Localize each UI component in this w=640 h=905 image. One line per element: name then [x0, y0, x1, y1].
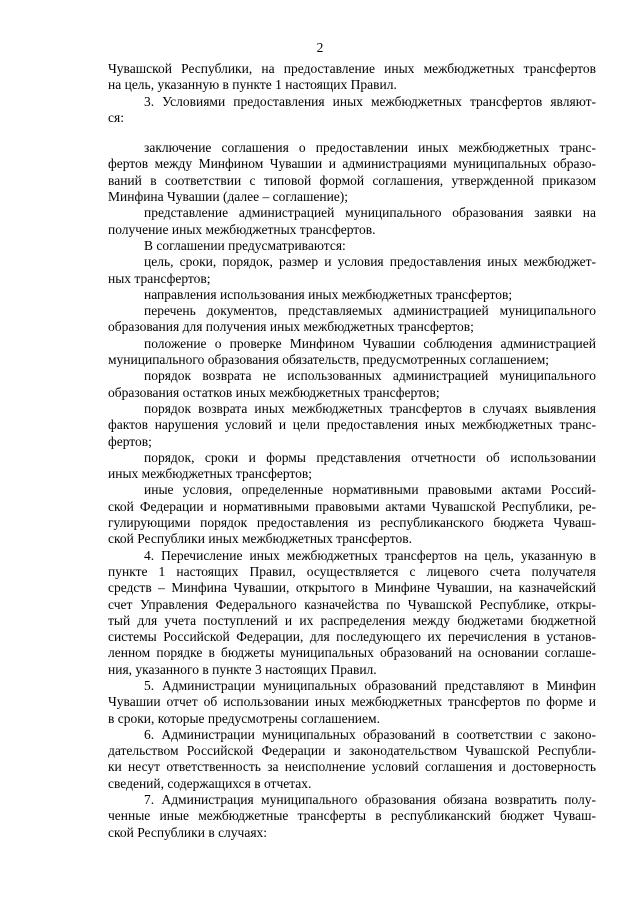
text-line: направления использования иных межбюджетных трансфертов; — [144, 286, 513, 302]
text-line: ской Федерации и нормативными правовыми актами Чувашской Республики, ре- — [108, 498, 596, 514]
page-number: 2 — [316, 40, 324, 55]
text-line: фертов; — [108, 433, 152, 449]
text-line: ченные иные межбюджетные трансферты в республиканский бюджет Чуваш- — [108, 808, 596, 824]
text-line: цель, сроки, порядок, размер и условия предоставления иных межбюджет- — [144, 254, 596, 270]
text-line: перечень документов, представляемых администрацией муниципального — [144, 303, 596, 319]
text-line: ных трансфертов; — [108, 270, 211, 286]
text-line: системы Российской Федерации, для последующего их перечисления в установ- — [108, 629, 596, 645]
text-line: Чувашии отчет об использовании иных межбюджетных трансфертов по форме и — [108, 694, 596, 710]
text-line: муниципального образования обязательств, предусмотренных соглашением; — [108, 352, 549, 368]
text-line: ской Республики в случаях: — [108, 824, 268, 840]
text-line: сведений, содержащихся в отчетах. — [108, 775, 312, 791]
text-line: порядок возврата не использованных администрацией муниципального — [144, 368, 596, 384]
text-line: 7. Администрация муниципального образования обязана возвратить полу- — [144, 792, 596, 808]
text-line: дательством Российской Федерации и законодательством Чувашской Республи- — [108, 743, 596, 759]
text-line: ской Республики иных межбюджетных трансфертов. — [108, 531, 412, 547]
text-line: на цель, указанную в пункте 1 настоящих Правил. — [108, 77, 397, 93]
text-line: счет Управления Федерального казначейства по Чувашской Республике, откры- — [108, 596, 596, 612]
text-line: образования для получения иных межбюджетных трансфертов; — [108, 319, 474, 335]
text-line: иных межбюджетных трансфертов; — [108, 466, 313, 482]
text-line: представление администрацией муниципального образования заявки на — [144, 205, 596, 221]
document-body — [108, 61, 596, 841]
text-line: порядок возврата иных межбюджетных трансфертов в случаях выявления — [144, 400, 596, 416]
text-line: средств – Минфина Чувашии, открытого в Минфине Чувашии, на казначейский — [108, 580, 596, 596]
text-line: ленном порядке в бюджеты муниципальных образований на основании соглаше- — [108, 645, 596, 661]
text-line: 6. Администрации муниципальных образований в соответствии с законо- — [144, 726, 596, 742]
text-line: 3. Условиями предоставления иных межбюджетных трансфертов являют- — [144, 93, 596, 109]
text-line: иные условия, определенные нормативными правовыми актами Россий- — [144, 482, 596, 498]
text-line: Минфина Чувашии (далее – соглашение); — [108, 189, 349, 205]
text-line: пункте 1 настоящих Правил, осуществляется с лицевого счета получателя — [108, 563, 596, 579]
text-line: заключение соглашения о предоставлении иных межбюджетных транс- — [144, 140, 596, 156]
text-line: ки несут ответственность за неисполнение условий соглашения и достоверность — [108, 759, 596, 775]
text-line: ния, указанного в пункте 3 настоящих Правил. — [108, 661, 377, 677]
text-line: 4. Перечисление иных межбюджетных трансфертов на цель, указанную в — [144, 547, 596, 563]
paragraph-gap — [108, 126, 596, 140]
text-line: образования остатков иных межбюджетных трансфертов; — [108, 384, 440, 400]
text-line: фертов между Минфином Чувашии и администрациями муниципальных образо- — [108, 156, 596, 172]
text-line: ваний в соответствии с типовой формой соглашения, утвержденной приказом — [108, 172, 596, 188]
text-line: В соглашении предусматриваются: — [144, 237, 346, 253]
text-line: гулирующими порядок предоставления из республиканского бюджета Чуваш- — [108, 515, 596, 531]
text-line: порядок, сроки и формы представления отчетности об использовании — [144, 449, 596, 465]
text-line: тый для учета поступлений и их распределения между бюджетами бюджетной — [108, 612, 596, 628]
text-line: получение иных межбюджетных трансфертов. — [108, 221, 376, 237]
text-line: в сроки, которые предусмотрены соглашением. — [108, 710, 380, 726]
text-line: Чувашской Республики, на предоставление иных межбюджетных трансфертов — [108, 61, 596, 76]
text-line: положение о проверке Минфином Чувашии соблюдения администрацией — [144, 335, 596, 351]
text-line: 5. Администрации муниципальных образований представляют в Минфин — [144, 677, 596, 693]
text-line: ся: — [108, 109, 124, 125]
text-line: фактов нарушения условий и цели предоставления иных межбюджетных транс- — [108, 417, 596, 433]
